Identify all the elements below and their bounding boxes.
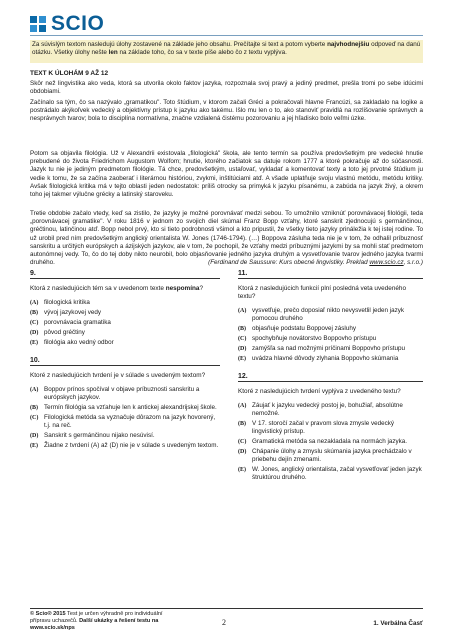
answer-option[interactable]: (B) Termín filológia sa vzťahuje len k antickej alexandrijskej škole. (30, 404, 217, 411)
answer-option[interactable]: (D) pôvod gréčtiny (30, 329, 85, 336)
answer-option[interactable]: (B) objasňuje podstatu Boppovej zásluhy (238, 325, 356, 332)
answer-option[interactable]: (E) filológia ako vedný odbor (30, 339, 114, 346)
answer-option[interactable]: (A) Záujať k jazyku vedecký postoj je, bohužiaľ, absolútne nemožné. (238, 402, 403, 417)
passage-paragraph-2: Začínalo sa tým, čo sa nazývalo „gramatikou". Toto štúdium, v ktorom začali Gréci a pokračovali hlavne Francúzi, sa zakladalo na logike a postrádalo akýkoľvek vedecký a objektívny prístup k jazyku ako takému. Išlo mu len o to, ako stanoviť pravidlá na rozlišovanie správnych a nesprávnych tvarov; bola to disciplína normatívna, značne vzdialená čistému pozorovaniu a jej hľadisko bolo veľmi úzke. (30, 99, 423, 123)
question-number: 11. (238, 270, 423, 279)
source-text: , s.r.o.) (403, 259, 423, 266)
source-link[interactable]: www.scio.cz (369, 259, 404, 266)
footer-link[interactable]: www.scio.sk/nps (30, 625, 75, 631)
question-number: 9. (30, 270, 220, 279)
instructions-text: na základe toho, čo sa v texte píše alebo čo z textu vyplýva. (117, 49, 287, 56)
question-text: Ktoré z nasledujúcich tvrdení vyplýva z uvedeného textu? (238, 388, 401, 395)
answer-option[interactable]: (C) spochybňuje novátorstvo Boppovho prístupu (238, 335, 377, 342)
answer-option[interactable]: (C) porovnávacia gramatika (30, 319, 111, 326)
answer-option[interactable]: (B) V 17. storočí začal v pravom slova zmysle vedecký lingvistický prístup. (238, 420, 395, 435)
question-number: 12. (238, 373, 423, 382)
questions-right-column (238, 270, 423, 492)
question-number: 10. (30, 357, 220, 366)
passage-paragraph-3: Potom sa objavila filológia. Už v Alexandrii existovala „filologická" škola, ale tento termín sa používa predovšetkým pre vedecké hnutie prebudené do života Friedrichom Augustom Wolfom; hnutie, ktorého začiatok sa datuje rokom 1777 a ktoré pokračuje až do súčasnosti. Jazyk tu nie je jediným predmetom filológie. Tá chce, predovšetkým, ustaľovať, vykladať a komentovať texty a toto jej prvotné štúdium ju vedie k tomu, že sa začína zaoberať i literárnou históriou, zvykmi, inštitúciami atď. A všade uplatňuje svoju vlastnú metódu, metódu kritiky. Avšak filologická kritika má v tejto oblasti jeden nedostatok: príliš otrocky sa primyká k jazyku písanému, a zabúda na jazyk živý, a okrem toho jej takmer výlučne grécky a latinský staroveku. (30, 150, 423, 199)
instructions-text: odpoveď na danú otázku. Všetky úlohy nešte (32, 41, 421, 56)
question-12 (238, 373, 423, 482)
passage-paragraph-4: Tretie obdobie začalo vtedy, keď sa zistilo, že jazyky je možné porovnávať medzi sebou. To umožnilo vzniknúť porovnávacej filológii, teda „porovnávacej gramatike". V roku 1816 v jednom zo svojich diel skúmal Franz Bopp vzťahy, ktoré sanskrit zjednocujú s germánčinou, gréčtinou, latinčinou atď. Bopp nebol prvý, kto si tieto podrobnosti všimol a kto pripustil, že všetky tieto jazyky prináležia k tej istej rodine. To už urobil pred ním predovšetkým anglický orientalista W. Jones (1746-1794). (…) Boppova zásluha teda nie je v tom, že odhalil príbuznosť sanskritu a určitých európskych a ázijských jazykov, ale v tom, že pochopil, že vzťahy medzi príbuznými jazykmi by sa mohli stať predmetom autonómnej vedy. To, čo do tej doby nikto neurobil, bolo objasňovanie jedného jazyka druhým a vysvetľovanie tvarov jedného jazyka tvarmi druhého. (30, 210, 423, 267)
page-number: 2 (222, 618, 226, 627)
passage-heading: TEXT K ÚLOHÁM 9 AŽ 12 (30, 70, 109, 77)
logo-mark-icon (30, 16, 46, 32)
instructions-text: Za súvislým textom nasledujú úlohy zostavené na základe jeho obsahu. Prečítajte si text a potom vyberte (32, 41, 328, 48)
logo-text: SCIO (51, 12, 105, 35)
questions-left-column (30, 270, 220, 460)
question-11 (238, 270, 423, 363)
answer-option[interactable]: (A) filologická kritika (30, 299, 90, 306)
answer-option[interactable]: (D) Sanskrit s germánčinou nijako nesúvisí. (30, 432, 155, 439)
instructions-emphasis: najvhodnejšiu (327, 41, 370, 48)
answer-option[interactable]: (E) W. Jones, anglický orientalista, začal vysvetľovať jeden jazyk štruktúrou druhého. (238, 466, 422, 481)
answer-option[interactable]: (B) vývoj jazykovej vedy (30, 309, 102, 316)
header-divider (30, 35, 423, 36)
answer-option[interactable]: (E) uvádza hlavné dôvody zlyhania Boppovho skúmania (238, 355, 399, 362)
answer-option[interactable]: (A) vysvetľuje, prečo doposiaľ nikto nevysvetlil jeden jazyk pomocou druhého (238, 307, 405, 322)
answer-option[interactable]: (D) Chápanie úlohy a zmyslu skúmania jazyka prechádzalo v priebehu dejín zmenami. (238, 448, 412, 463)
answer-option[interactable]: (A) Boppov prínos spočíval v objave príbuznosti sanskritu a európskych jazykov. (30, 386, 200, 401)
source-text: (Ferdinand de Saussure: Kurs obecné lingvistiky. Preklad (208, 259, 370, 266)
question-text: Ktorá z nasledujúcich funkcií plní posledná veta uvedeného textu? (238, 285, 407, 300)
question-10 (30, 357, 220, 450)
question-9 (30, 270, 220, 347)
passage-source (208, 259, 423, 266)
answer-option[interactable]: (C) Gramatická metóda sa nezakladala na normách jazyka. (238, 438, 408, 445)
footer-copyright: © Scio® 2015 Test je určen výhradně pro individuální přípravu uchazečů. Další ukázky a řešení testu na www.scio.sk/nps (30, 611, 163, 631)
scio-logo (30, 12, 104, 36)
answer-option[interactable]: (D) zamýšľa sa nad možnými príčinami Boppovho prístupu (238, 345, 406, 352)
passage-paragraph-1: Skôr než lingvistika ako veda, ktorá sa utvorila okolo faktov jazyka, rozpoznala svoj pravý a jediný predmet, prešla tromi po sebe idúcimi obdobiami. (30, 80, 423, 96)
question-text: Ktorá z nasledujúcich tém sa v uvedenom texte nespomína? (30, 285, 204, 292)
question-text: Ktoré z nasledujúcich tvrdení je v súlade s uvedeným textom? (30, 372, 206, 379)
footer-divider (30, 608, 423, 609)
instructions-box (30, 40, 423, 63)
section-label: 1. Verbálna Časť (373, 620, 423, 627)
answer-option[interactable]: (E) Žiadne z tvrdení (A) až (D) nie je v súlade s uvedeným textom. (30, 442, 219, 449)
instructions-emphasis: len (108, 49, 118, 56)
answer-option[interactable]: (C) Filologická metóda sa vyznačuje dôrazom na jazyk hovorený, t.j. na reč. (30, 414, 216, 429)
